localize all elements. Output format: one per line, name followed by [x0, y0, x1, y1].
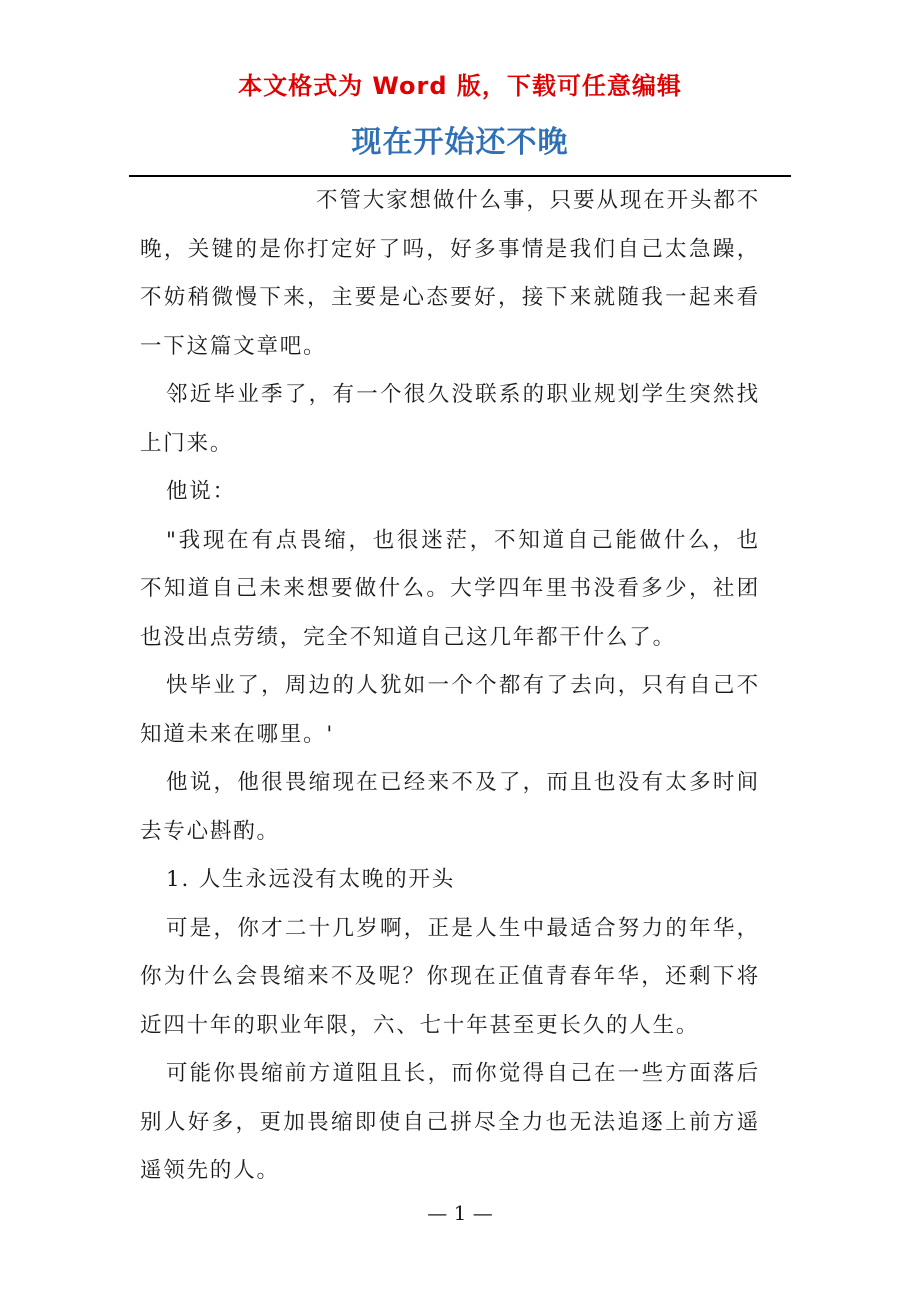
paragraph: 快毕业了，周边的人犹如一个个都有了去向，只有自己不知道未来在哪里。': [140, 673, 760, 747]
paragraph: 可能你畏缩前方道阻且长，而你觉得自己在一些方面落后别人好多，更加畏缩即使自己拼尽全力也无法追逐上前方遥遥领先的人。: [140, 1061, 760, 1183]
format-banner: 本文格式为 Word 版，下载可任意编辑: [238, 72, 682, 100]
paragraph: 不管大家想做什么事，只要从现在开头都不晚，关键的是你打定好了吗，好多事情是我们自己太急躁，不妨稍微慢下来，主要是心态要好，接下来就随我一起来看一下这篇文章吧。: [140, 188, 760, 359]
page-number: — 1 —: [427, 1201, 493, 1225]
paragraph: 邻近毕业季了，有一个很久没联系的职业规划学生突然找上门来。: [140, 382, 760, 456]
paragraph: 他说，他很畏缩现在已经来不及了，而且也没有太多时间去专心斟酌。: [140, 770, 760, 844]
paragraph: "我现在有点畏缩，也很迷茫，不知道自己能做什么，也不知道自己未来想要做什么。大学四年里书没看多少，社团也没出点劳绩，完全不知道自己这几年都干什么了。: [140, 527, 760, 650]
document-body: [140, 177, 760, 1196]
paragraph: 可是，你才二十几岁啊，正是人生中最适合努力的年华，你为什么会畏缩来不及呢？你现在正值青春年华，还剩下将近四十年的职业年限，六、七十年甚至更长久的人生。: [140, 915, 760, 1038]
document-title: 现在开始还不晚: [351, 125, 569, 160]
section-heading: 1. 人生永远没有太晚的开头: [166, 867, 456, 892]
paragraph: 他说：: [166, 479, 236, 504]
